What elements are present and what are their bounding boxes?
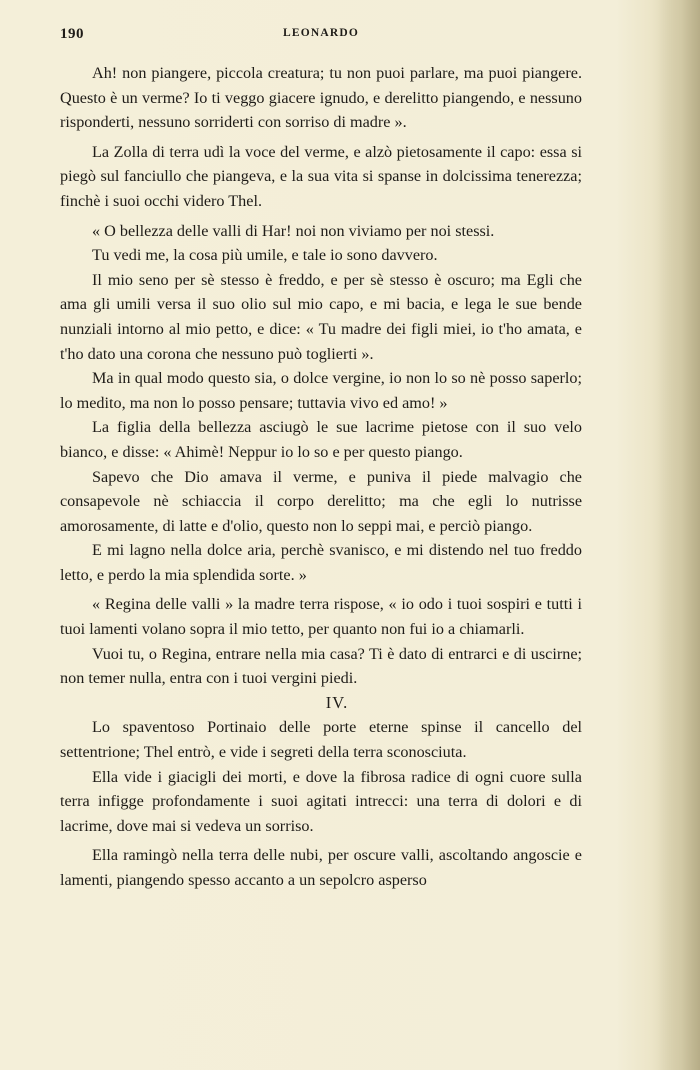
paragraph: « Regina delle valli » la madre terra rispose, « io odo i tuoi sospiri e tutti i tuoi lamenti volano sopra il mio tetto, per quanto non fui io a chiamarli. [60,595,582,639]
paragraph: Tu vedi me, la cosa più umile, e tale io sono davvero. [92,246,438,265]
running-head: LEONARDO [282,27,360,39]
paragraph: E mi lagno nella dolce aria, perchè svanisco, e mi distendo nel tuo freddo letto, e perdo la mia splendida sorte. » [60,541,582,584]
paragraph: Vuoi tu, o Regina, entrare nella mia casa? Ti è dato di entrarci e di uscirne; non temer nulla, entra con i tuoi vergini piedi. [60,644,582,688]
page-gutter-shadow [658,0,700,1070]
paragraph: Ella ramingò nella terra delle nubi, per oscure valli, ascoltando angoscie e lamenti, piangendo spesso accanto a un sepolcro asperso [60,846,582,889]
paragraph: Ella vide i giacigli dei morti, e dove la fibrosa radice di ogni cuore sulla terra infigge profondamente i suoi agitati intrecci: una terra di dolori e di lacrime, dove mai si vedeva un sorriso. [60,767,582,835]
paragraph: Ma in qual modo questo sia, o dolce vergine, io non lo so nè posso saperlo; lo medito, ma non lo posso pensare; tuttavia vivo ed amo! » [60,369,582,412]
paragraph: Lo spaventoso Portinaio delle porte eterne spinse il cancello del settentrione; Thel entrò, e vide i segreti della terra sconosciuta. [60,718,582,762]
paragraph: La figlia della bellezza asciugò le sue lacrime pietose con il suo velo bianco, e disse: « Ahimè! Neppur io lo so e per questo piango. [60,418,582,461]
paragraph: « O bellezza delle valli di Har! noi non viviamo per noi stessi. [92,221,495,240]
paragraph: Il mio seno per sè stesso è freddo, e per sè stesso è oscuro; ma Egli che ama gli umili versa il suo olio sul mio capo, e mi bacia, e lega le sue bende nunziali intorno al mio petto, e dice: « Tu madre dei figli miei, io t'ho amata, e t'ho dato una corona che nessuno può toglierti ». [60,270,582,363]
section-heading: IV. [325,692,349,712]
page-number: 190 [60,26,84,42]
paragraph: La Zolla di terra udì la voce del verme, e alzò pietosamente il capo: essa si piegò sul fanciullo che piangeva, e la sua vita si spanse in dolcissima tenerezza; finchè i suoi occhi videro Thel. [60,142,582,210]
paragraph: Sapevo che Dio amava il verme, e puniva il piede malvagio che consapevole nè schiaccia il corpo derelitto; ma che egli lo nutrisse amorosamente, di latte e d'olio, questo non lo seppi mai, e perciò piango. [60,467,582,535]
body-text [60,61,582,893]
page-header [60,26,582,46]
paragraph: Ah! non piangere, piccola creatura; tu non puoi parlare, ma puoi piangere. Questo è un verme? Io ti veggo giacere ignudo, e derelitto piangendo, e nessuno risponderti, nessuno sorriderti con sorriso di madre ». [60,64,582,132]
